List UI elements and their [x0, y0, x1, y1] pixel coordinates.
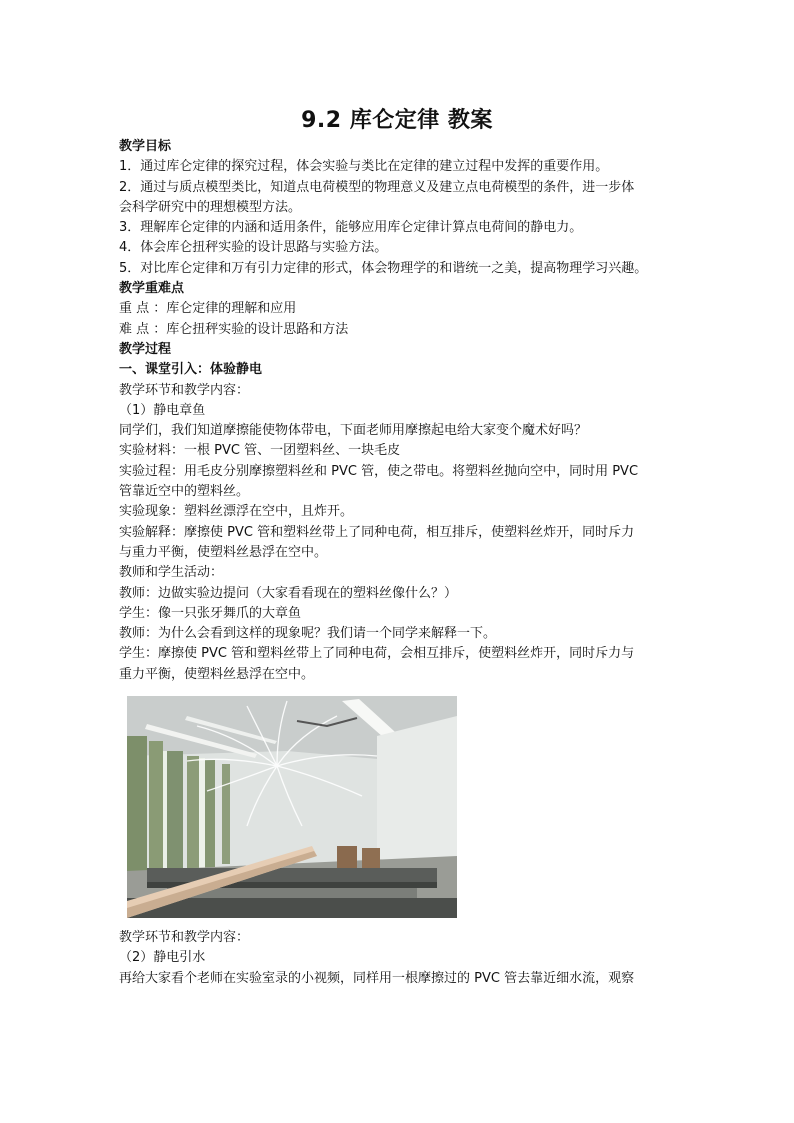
paragraph-line: 学生：像一只张牙舞爪的大章鱼 — [119, 605, 302, 621]
paragraph-line: 教师和学生活动： — [119, 565, 224, 581]
section-heading-objectives: 教学目标 — [119, 139, 172, 154]
paragraph-line: 与重力平衡，使塑料丝悬浮在空中。 — [119, 544, 328, 560]
paragraph-line: 教学环节和教学内容： — [119, 930, 250, 946]
paragraph-line: 教师：边做实验边提问（大家看看现在的塑料丝像什么？） — [119, 585, 458, 601]
paragraph-line: 实验现象：塑料丝漂浮在空中，且炸开。 — [119, 504, 354, 520]
paragraph-line: 3．理解库仑定律的内涵和适用条件，能够应用库仑定律计算点电荷间的静电力。 — [119, 220, 583, 236]
paragraph-line: 管靠近空中的塑料丝。 — [119, 484, 250, 500]
paragraph-line: （2）静电引水 — [119, 950, 206, 966]
paragraph-line: 重 点 ：库仑定律的理解和应用 — [119, 301, 297, 317]
paragraph-line: 学生：摩擦使 PVC 管和塑料丝带上了同种电荷，会相互排斥，使塑料丝炸开，同时斥力与 — [119, 646, 635, 662]
document-title: 9.2 库仑定律 教案 — [301, 108, 493, 133]
paragraph-line: 实验解释：摩擦使 PVC 管和塑料丝带上了同种电荷，相互排斥，使塑料丝炸开，同时斥力 — [119, 524, 635, 540]
paragraph-line: 2．通过与质点模型类比，知道点电荷模型的物理意义及建立点电荷模型的条件，进一步体 — [119, 179, 635, 195]
classroom-experiment-photo — [127, 696, 457, 918]
paragraph-line: 同学们，我们知道摩擦能使物体带电，下面老师用摩擦起电给大家变个魔术好吗？ — [119, 423, 588, 439]
section-heading-process: 教学过程 — [119, 341, 172, 357]
paragraph-line: 会科学研究中的理想模型方法。 — [119, 199, 302, 215]
paragraph-line: 实验过程：用毛皮分别摩擦塑料丝和 PVC 管，使之带电。将塑料丝抛向空中，同时用 PVC — [119, 463, 639, 479]
paragraph-line: 5．对比库仑定律和万有引力定律的形式，体会物理学的和谐统一之美，提高物理学习兴趣。 — [119, 260, 648, 276]
paragraph-line: 教师：为什么会看到这样的现象呢？我们请一个同学来解释一下。 — [119, 626, 497, 642]
paragraph-line: （1）静电章鱼 — [119, 402, 206, 418]
paragraph-line: 4．体会库仑扭秤实验的设计思路与实验方法。 — [119, 240, 388, 256]
paragraph-line: 教学环节和教学内容： — [119, 382, 250, 398]
paragraph-line: 难 点 ：库仑扭秤实验的设计思路和方法 — [119, 321, 349, 337]
subsection-heading: 一、课堂引入：体验静电 — [119, 362, 263, 378]
paragraph-line: 实验材料：一根 PVC 管、一团塑料丝、一块毛皮 — [119, 443, 401, 459]
section-heading-key-points: 教学重难点 — [119, 281, 185, 297]
paragraph-line: 1．通过库仑定律的探究过程，体会实验与类比在定律的建立过程中发挥的重要作用。 — [119, 159, 609, 175]
document-body — [119, 137, 679, 989]
paragraph-line: 再给大家看个老师在实验室录的小视频，同样用一根摩擦过的 PVC 管去靠近细水流，观察 — [119, 970, 635, 986]
paragraph-line: 重力平衡，使塑料丝悬浮在空中。 — [119, 666, 315, 682]
